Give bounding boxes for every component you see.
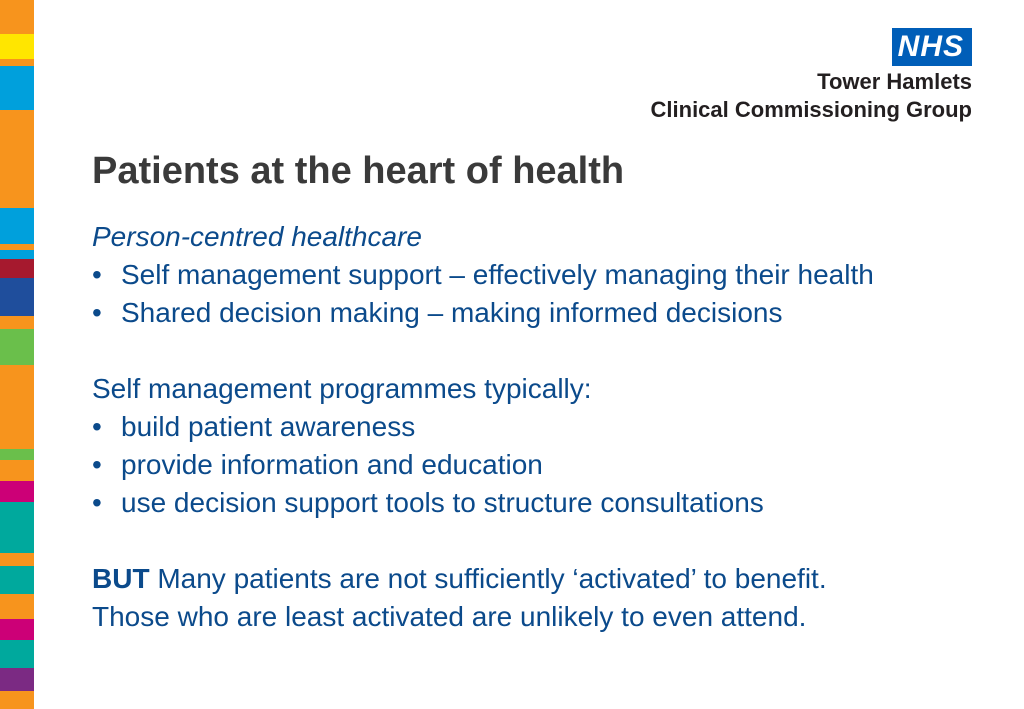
strip-segment bbox=[0, 460, 34, 481]
decorative-color-strip bbox=[0, 0, 34, 709]
strip-segment bbox=[0, 208, 34, 244]
strip-segment bbox=[0, 34, 34, 59]
strip-segment bbox=[0, 66, 34, 110]
strip-segment bbox=[0, 449, 34, 460]
strip-segment bbox=[0, 640, 34, 668]
list-item: • use decision support tools to structure consultations bbox=[92, 484, 992, 522]
strip-segment bbox=[0, 691, 34, 709]
closing-line-1 bbox=[92, 560, 992, 598]
bullet-list-programmes bbox=[92, 408, 992, 522]
list-item: • Shared decision making – making informed decisions bbox=[92, 294, 992, 332]
list-item: • build patient awareness bbox=[92, 408, 992, 446]
slide-title: Patients at the heart of health bbox=[92, 150, 625, 192]
closing-text: Many patients are not sufficiently ‘activated’ to benefit. bbox=[149, 563, 827, 594]
strip-segment bbox=[0, 594, 34, 619]
strip-segment bbox=[0, 110, 34, 208]
strip-segment bbox=[0, 250, 34, 259]
strip-segment bbox=[0, 553, 34, 566]
strip-segment bbox=[0, 668, 34, 691]
closing-line-2: Those who are least activated are unlikely to even attend. bbox=[92, 601, 807, 632]
lead-in-text: Self management programmes typically: bbox=[92, 373, 592, 404]
org-name-line2: Clinical Commissioning Group bbox=[650, 97, 972, 122]
nhs-badge: NHS bbox=[892, 28, 972, 66]
org-name-line1: Tower Hamlets bbox=[817, 69, 972, 94]
list-item: • Self management support – effectively managing their health bbox=[92, 256, 992, 294]
strip-segment bbox=[0, 278, 34, 316]
strip-segment bbox=[0, 259, 34, 278]
strip-segment bbox=[0, 502, 34, 553]
spacer bbox=[92, 332, 992, 370]
strip-segment bbox=[0, 0, 34, 34]
strip-segment bbox=[0, 566, 34, 594]
strip-segment bbox=[0, 365, 34, 448]
list-item: • provide information and education bbox=[92, 446, 992, 484]
strip-segment bbox=[0, 481, 34, 502]
bullet-list-approaches bbox=[92, 256, 992, 332]
slide-subtitle: Person-centred healthcare bbox=[92, 221, 422, 252]
strip-segment bbox=[0, 59, 34, 67]
spacer bbox=[92, 522, 992, 560]
emphasis-text: BUT bbox=[92, 563, 150, 594]
slide-body bbox=[92, 218, 992, 636]
strip-segment bbox=[0, 316, 34, 329]
strip-segment bbox=[0, 329, 34, 365]
strip-segment bbox=[0, 619, 34, 640]
nhs-logo bbox=[651, 28, 972, 124]
